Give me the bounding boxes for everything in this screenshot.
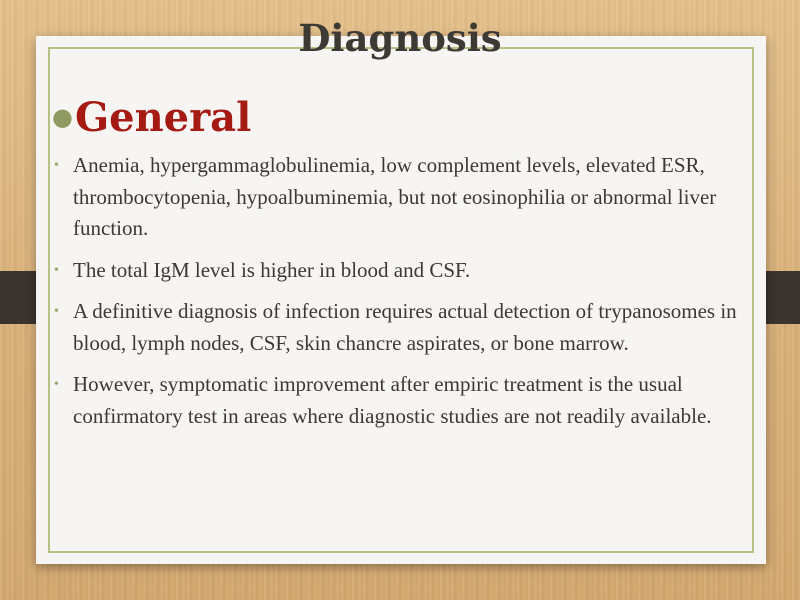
bullet-list: [52, 150, 756, 442]
list-item-text: The total IgM level is higher in blood and CSF.: [73, 257, 471, 282]
list-item: [52, 150, 756, 245]
bullet-dot-icon: •: [54, 377, 59, 392]
list-item-text: A definitive diagnosis of infection requires actual detection of trypanosomes in blood, lymph nodes, CSF, skin chancre aspirates, or bone marrow.: [73, 299, 737, 355]
section-heading: [52, 92, 251, 143]
list-item: [52, 369, 756, 432]
left-dark-bar: [0, 271, 36, 324]
bullet-dot-icon: •: [54, 304, 59, 319]
heading-bullet-icon: ●: [52, 102, 73, 131]
slide-title: Diagnosis: [298, 16, 502, 60]
list-item-text: However, symptomatic improvement after empiric treatment is the usual confirmatory test in areas where diagnostic studies are not readily available.: [73, 372, 712, 428]
list-item: [52, 296, 756, 359]
section-heading-text: General: [74, 94, 252, 141]
bullet-dot-icon: •: [54, 262, 59, 278]
list-item: [52, 255, 756, 287]
bullet-dot-icon: •: [54, 158, 59, 173]
list-item-text: Anemia, hypergammaglobulinemia, low complement levels, elevated ESR, thrombocytopenia, hypoalbuminemia, but not eosinophilia or abnormal liver function.: [73, 153, 717, 240]
